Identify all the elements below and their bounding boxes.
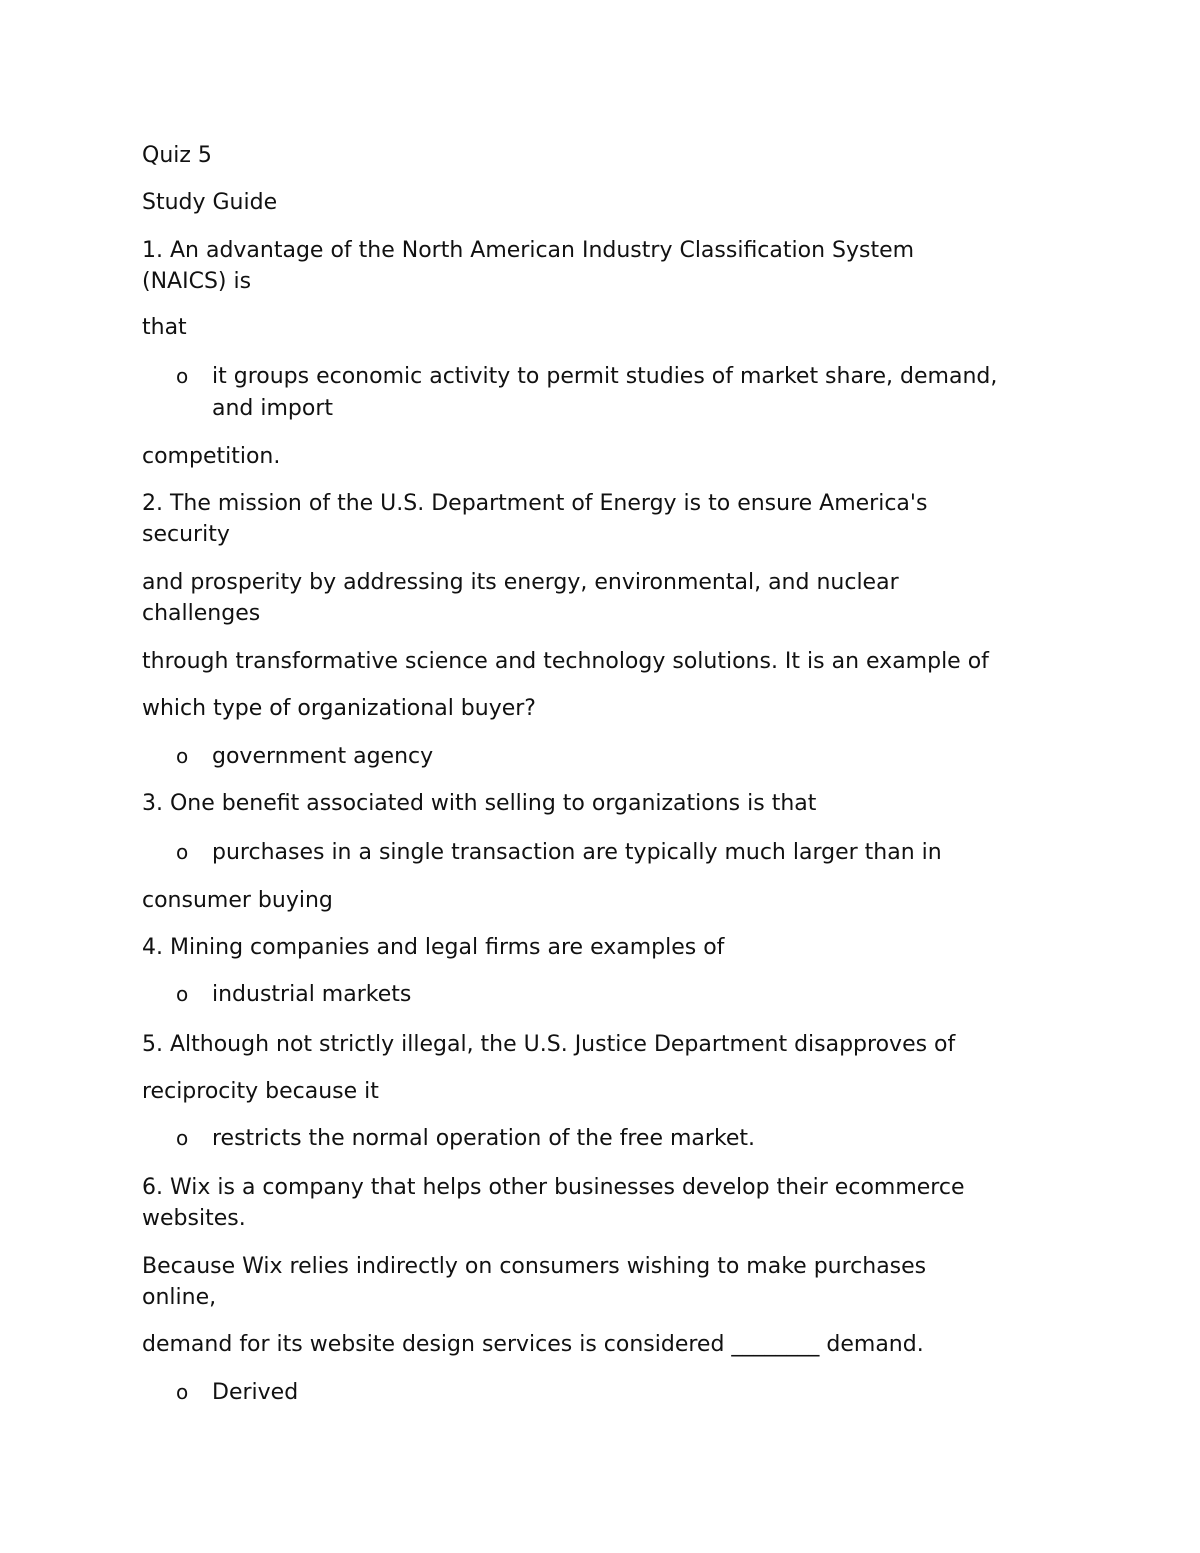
bullet-marker: o xyxy=(176,1380,189,1404)
question-1-text: 1. An advantage of the North American Industry Classification System xyxy=(142,238,915,263)
question-2-text-cont: which type of organizational buyer? xyxy=(142,696,536,721)
answer-3: purchases in a single transaction are typically much larger than in xyxy=(212,840,942,865)
bullet-marker: o xyxy=(176,364,189,388)
bullet-marker: o xyxy=(176,744,189,768)
answer-1: it groups economic activity to permit studies of market share, demand, xyxy=(212,364,998,389)
question-2-text-cont: challenges xyxy=(142,601,261,626)
answer-4: industrial markets xyxy=(212,982,412,1007)
question-6-text: 6. Wix is a company that helps other businesses develop their ecommerce xyxy=(142,1175,965,1200)
question-2-text-cont: security xyxy=(142,522,230,547)
bullet-marker: o xyxy=(176,840,189,864)
question-3-text: 3. One benefit associated with selling to organizations is that xyxy=(142,791,817,816)
question-1-text-cont: (NAICS) is xyxy=(142,269,252,294)
answer-5: restricts the normal operation of the free market. xyxy=(212,1126,756,1151)
bullet-marker: o xyxy=(176,1126,189,1150)
question-2-text-cont: and prosperity by addressing its energy, environmental, and nuclear xyxy=(142,570,899,595)
question-2-text: 2. The mission of the U.S. Department of Energy is to ensure America's xyxy=(142,491,928,516)
question-1-text-cont: that xyxy=(142,315,187,340)
question-2-text-cont: through transformative science and technology solutions. It is an example of xyxy=(142,649,989,674)
question-5-text-cont: reciprocity because it xyxy=(142,1079,379,1104)
bullet-marker: o xyxy=(176,982,189,1006)
question-5-text: 5. Although not strictly illegal, the U.S. Justice Department disapproves of xyxy=(142,1032,956,1057)
answer-3-cont: consumer buying xyxy=(142,888,333,913)
question-6-text-cont: online, xyxy=(142,1285,217,1310)
answer-2: government agency xyxy=(212,744,434,769)
answer-6: Derived xyxy=(212,1380,299,1405)
question-6-text-cont: demand for its website design services is considered ________ demand. xyxy=(142,1332,924,1357)
document-subtitle: Study Guide xyxy=(142,190,278,215)
document-title: Quiz 5 xyxy=(142,143,212,168)
question-4-text: 4. Mining companies and legal firms are examples of xyxy=(142,935,725,960)
answer-1-cont: competition. xyxy=(142,444,281,469)
question-6-text-cont: Because Wix relies indirectly on consumers wishing to make purchases xyxy=(142,1254,927,1279)
answer-1-cont: and import xyxy=(212,396,334,421)
question-6-text-cont: websites. xyxy=(142,1206,246,1231)
